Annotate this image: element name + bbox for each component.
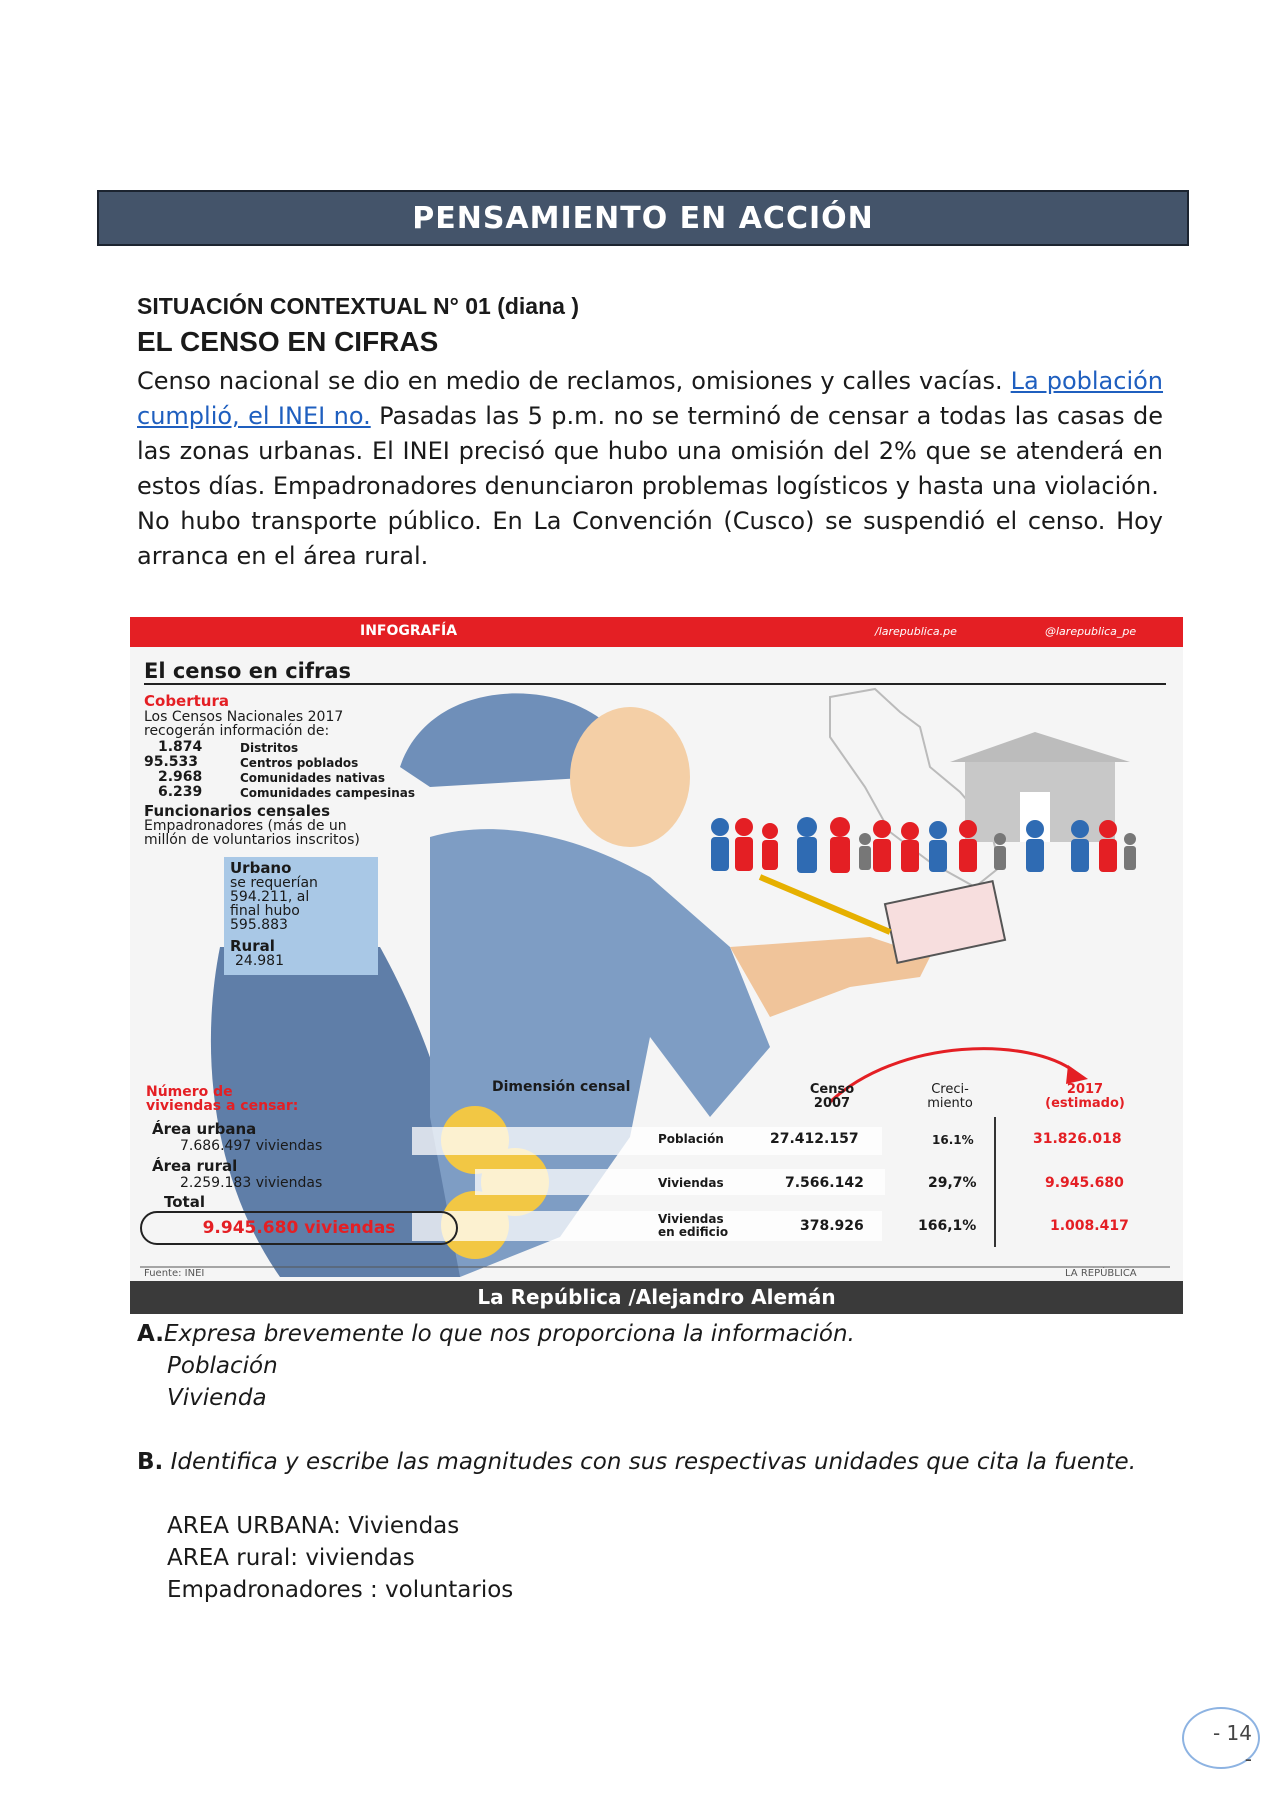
- social-facebook: /larepublica.pe: [875, 625, 957, 638]
- answer-b-2: AREA rural: viviendas: [167, 1545, 415, 1571]
- rural-area-value: 2.259.183 viviendas: [180, 1175, 323, 1191]
- census-2007-header-2: 2007: [813, 1096, 851, 1111]
- paragraph-text-3: No hubo transporte público. En La Convención (Cusco) se suspendió el censo. Hoy arranca en el área rural.: [137, 507, 1163, 570]
- coverage-text-2: recogerán información de:: [144, 723, 330, 739]
- officials-text-1: Empadronadores (más de un: [144, 818, 347, 834]
- question-b-letter: B.: [137, 1449, 164, 1475]
- question-b-text: Identifica y escribe las magnitudes con sus respectivas unidades que cita la fuente.: [170, 1449, 1137, 1475]
- social-twitter: @larepublica_pe: [1045, 625, 1137, 638]
- paragraph-text-2: Pasadas las 5 p.m. no se terminó de censar a todas las casas de las zonas urbanas. El INEI precisó que hubo una omisión del 2% que se atenderá en estos días. Empadronadores denunciaron problemas logísticos y hasta una violación.: [137, 402, 1163, 500]
- questions-section: [137, 1318, 1163, 1606]
- question-a: [137, 1318, 1163, 1350]
- urban-title: Urbano: [230, 859, 292, 877]
- row-census-population: 27.412.157: [770, 1131, 859, 1147]
- dimension-title: Dimensión censal: [492, 1079, 631, 1095]
- coverage-title: Cobertura: [144, 692, 229, 710]
- urban-line-2: 594.211, al: [230, 889, 310, 905]
- coverage-label-1: Distritos: [240, 741, 299, 755]
- clipboard: [885, 881, 1005, 963]
- estimated-2017-header-1: 2017: [1066, 1082, 1104, 1097]
- growth-header-1: Creci-: [931, 1082, 969, 1097]
- population-figures-icon: [711, 817, 1136, 873]
- houses-title-1: Número de: [146, 1084, 233, 1100]
- row-est-buildings: 1.008.417: [1050, 1218, 1129, 1234]
- row-growth-housing: 29,7%: [928, 1175, 977, 1191]
- article-heading: EL CENSO EN CIFRAS: [137, 326, 439, 357]
- census-2007-header-1: Censo: [809, 1082, 855, 1097]
- urban-area-label: Área urbana: [152, 1120, 257, 1138]
- row-label-housing: Viviendas: [658, 1176, 724, 1190]
- urban-line-4: 595.883: [230, 917, 288, 933]
- row-est-housing: 9.945.680: [1045, 1175, 1124, 1191]
- coverage-num-4: 6.239: [158, 784, 203, 800]
- urban-line-1: se requerían: [230, 875, 318, 891]
- growth-header-2: miento: [927, 1096, 973, 1111]
- house-icon: [950, 732, 1130, 762]
- brand-note: LA REPÚBLICA: [1065, 1268, 1137, 1279]
- houses-title-2: viviendas a censar:: [146, 1098, 299, 1114]
- coverage-num-1: 1.874: [158, 739, 203, 755]
- paragraph-text-1: Censo nacional se dio en medio de reclamos, omisiones y calles vacías.: [137, 367, 1011, 395]
- coverage-num-2: 95.533: [144, 754, 199, 770]
- coverage-label-2: Centros poblados: [240, 756, 359, 770]
- total-value-pill: 9.945.680 viviendas: [140, 1211, 458, 1245]
- row-growth-buildings: 166,1%: [918, 1218, 977, 1234]
- rural-value: 24.981: [235, 953, 284, 969]
- urban-area-value: 7.686.497 viviendas: [180, 1138, 323, 1154]
- infographic-title: El censo en cifras: [144, 659, 352, 683]
- answer-b-1: AREA URBANA: Viviendas: [167, 1513, 460, 1539]
- article-link[interactable]: La población cumplió, el INEI no.: [137, 367, 1164, 430]
- officials-title: Funcionarios censales: [144, 802, 331, 820]
- question-a-letter: A.: [137, 1321, 164, 1347]
- row-growth-population: 16.1%: [932, 1133, 974, 1147]
- answer-a-2: Vivienda: [167, 1385, 267, 1411]
- question-b: [137, 1446, 1163, 1478]
- coverage-num-3: 2.968: [158, 769, 203, 785]
- question-a-text: Expresa brevemente lo que nos proporciona la información.: [163, 1321, 855, 1347]
- worker-face: [570, 707, 690, 847]
- row-census-housing: 7.566.142: [785, 1175, 864, 1191]
- urban-line-3: final hubo: [230, 903, 300, 919]
- row-label-buildings: Viviendas en edificio: [658, 1212, 729, 1239]
- pencil: [760, 877, 890, 932]
- page-number: - 14 -: [1212, 1721, 1252, 1771]
- census-infographic: [130, 617, 1183, 1314]
- estimated-2017-header-2: (estimado): [1045, 1096, 1125, 1111]
- coverage-label-3: Comunidades nativas: [240, 771, 386, 785]
- photo-credit: La República /Alejandro Alemán: [130, 1281, 1183, 1314]
- answer-b-3: Empadronadores : voluntarios: [167, 1577, 514, 1603]
- answer-a-1: Población: [167, 1353, 278, 1379]
- row-est-population: 31.826.018: [1033, 1131, 1122, 1147]
- row-census-buildings: 378.926: [800, 1218, 864, 1234]
- total-label: Total: [164, 1193, 205, 1211]
- rural-area-label: Área rural: [152, 1157, 238, 1175]
- officials-text-2: millón de voluntarios inscritos): [144, 832, 360, 848]
- article-paragraph: [137, 364, 1163, 574]
- coverage-label-4: Comunidades campesinas: [240, 786, 415, 800]
- rural-title: Rural: [230, 937, 275, 955]
- infographic-label: INFOGRAFÍA: [360, 623, 458, 639]
- situation-label: SITUACIÓN CONTEXTUAL N° 01 (diana ): [137, 293, 579, 319]
- row-label-population: Población: [658, 1132, 724, 1146]
- source-note: Fuente: INEI: [144, 1268, 205, 1279]
- section-banner: PENSAMIENTO EN ACCIÓN: [97, 190, 1189, 246]
- coverage-text-1: Los Censos Nacionales 2017: [144, 709, 344, 725]
